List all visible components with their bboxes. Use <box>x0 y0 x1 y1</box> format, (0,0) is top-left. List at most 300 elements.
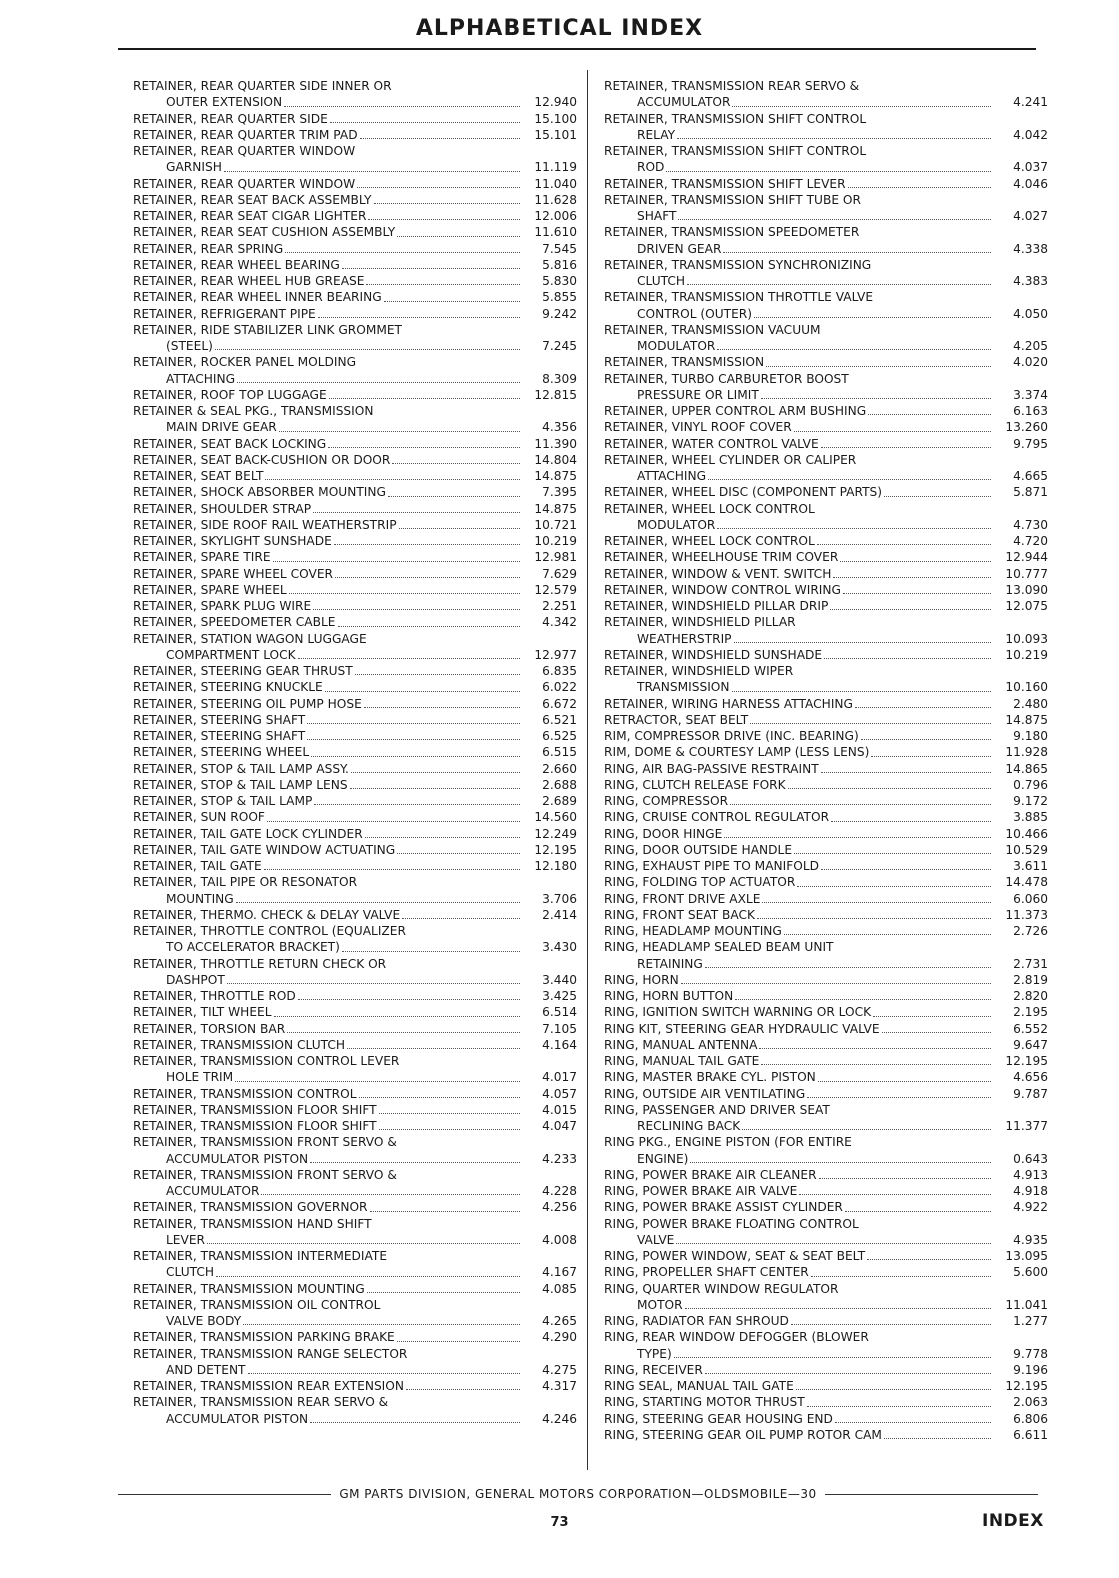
dot-leader <box>237 382 520 383</box>
index-entry-text: RING, EXHAUST PIPE TO MANIFOLD <box>604 859 820 873</box>
index-entry-line <box>133 1329 577 1345</box>
index-page-ref: 10.721 <box>534 517 577 532</box>
dot-leader <box>788 788 991 789</box>
index-entry <box>133 387 577 403</box>
index-entry-line <box>133 598 577 614</box>
index-entry <box>604 1248 1048 1264</box>
index-entry-text: RETAINER, WINDSHIELD WIPER <box>604 664 794 678</box>
index-page-ref: 12.195 <box>1005 1379 1048 1393</box>
index-entry-text: ATTACHING <box>637 469 707 483</box>
index-page-ref: 7.395 <box>542 485 577 500</box>
index-page-ref: 4.241 <box>1013 95 1048 110</box>
dot-leader <box>279 431 520 432</box>
index-entry <box>604 939 1048 972</box>
dot-leader <box>284 106 520 107</box>
dot-leader <box>831 821 991 822</box>
index-entry-text: RING, HORN BUTTON <box>604 989 734 1003</box>
index-page-ref: 4.922 <box>1013 1200 1048 1215</box>
index-entry-text: RETAINER, WINDSHIELD SUNSHADE <box>604 647 823 662</box>
dot-leader <box>730 804 991 805</box>
index-entry-text: RETRACTOR, SEAT BELT <box>604 712 749 727</box>
index-entry-line <box>133 1134 577 1150</box>
dot-leader <box>811 1276 991 1277</box>
index-entry-text: RING, MANUAL ANTENNA <box>604 1037 758 1052</box>
index-entry-text: RETAINER, TRANSMISSION GOVERNOR <box>133 1200 368 1215</box>
index-page-ref: 7.245 <box>542 339 577 353</box>
index-entry-text: RETAINER, STEERING SHAFT <box>133 712 306 727</box>
index-entry-text: RETAINER, STEERING OIL PUMP HOSE <box>133 696 362 711</box>
index-entry-line <box>604 94 1048 110</box>
dot-leader <box>227 983 520 984</box>
index-entry-line <box>133 224 577 240</box>
dot-leader <box>215 349 520 350</box>
index-page-ref: 12.815 <box>534 387 577 402</box>
dot-leader <box>734 642 991 643</box>
dot-leader <box>364 707 520 708</box>
dot-leader <box>298 658 520 659</box>
index-entry-line <box>133 1216 577 1232</box>
index-entry <box>133 1037 577 1053</box>
dot-leader <box>397 1341 520 1342</box>
index-entry-line <box>604 111 1048 127</box>
index-entry <box>133 1134 577 1167</box>
index-entry <box>133 208 577 224</box>
index-entry-text: TRANSMISSION <box>637 680 730 695</box>
index-entry-line <box>604 1329 1048 1345</box>
index-entry-line <box>133 176 577 192</box>
index-entry <box>133 289 577 305</box>
index-entry <box>604 1004 1048 1020</box>
index-entry-line <box>133 403 577 419</box>
index-entry <box>604 1021 1048 1037</box>
index-entry <box>133 566 577 582</box>
index-page-ref: 14.804 <box>534 452 577 467</box>
footer <box>118 1487 1038 1501</box>
index-entry-text: ACCUMULATOR PISTON <box>166 1151 309 1166</box>
index-entry-text: RETAINER, SEAT BACK-CUSHION OR DOOR <box>133 452 391 467</box>
index-entry-text: RETAINER, TRANSMISSION CONTROL LEVER <box>133 1054 400 1068</box>
index-entry-text: ATTACHING <box>166 371 236 386</box>
index-page-ref: 12.006 <box>534 209 577 223</box>
index-entry-line <box>133 728 577 744</box>
index-entry-text: MAIN DRIVE GEAR <box>166 420 277 435</box>
index-page-ref: 14.865 <box>1005 761 1048 776</box>
index-entry-text: RETAINER, TRANSMISSION <box>604 355 765 370</box>
index-entry-text: RETAINER, STEERING GEAR THRUST <box>133 664 353 678</box>
index-page-ref: 4.085 <box>542 1281 577 1296</box>
index-entry <box>133 874 577 907</box>
index-entry-text: RETAINER, SEAT BELT <box>133 469 264 483</box>
dot-leader <box>821 772 991 773</box>
footer-rule-right <box>825 1494 1038 1495</box>
index-entry-line <box>133 1264 577 1280</box>
index-entry-line <box>133 387 577 403</box>
index-entry-text: MOUNTING <box>166 891 234 906</box>
dot-leader <box>310 1162 520 1163</box>
index-entry-text: AND DETENT <box>166 1362 246 1377</box>
index-entry-line <box>604 1069 1048 1085</box>
dot-leader <box>861 739 991 740</box>
dot-leader <box>236 902 520 903</box>
dot-leader <box>370 1211 520 1212</box>
index-entry-text: RETAINER, TRANSMISSION FRONT SERVO & <box>133 1135 397 1150</box>
index-entry-text: ENGINE) <box>637 1151 689 1166</box>
index-page-ref: 14.875 <box>1005 712 1048 727</box>
dot-leader <box>261 1194 520 1195</box>
index-entry-text: RECLINING BACK <box>637 1119 741 1133</box>
index-page-ref: 4.338 <box>1013 241 1048 256</box>
index-entry <box>133 679 577 695</box>
index-page-ref: 4.047 <box>542 1119 577 1133</box>
index-page-ref: 4.167 <box>542 1265 577 1280</box>
index-entry-line <box>604 127 1048 143</box>
index-entry <box>604 1037 1048 1053</box>
index-page-ref: 2.660 <box>542 761 577 776</box>
index-entry <box>133 1394 577 1427</box>
index-page-ref: 6.515 <box>542 745 577 760</box>
index-entry-text: RETAINER, TRANSMISSION SHIFT TUBE OR <box>604 192 861 207</box>
index-entry-text: RING, POWER WINDOW, SEAT & SEAT BELT <box>604 1249 866 1263</box>
index-entry-line <box>133 192 577 208</box>
index-page-ref: 10.093 <box>1005 631 1048 646</box>
footer-text: GM PARTS DIVISION, GENERAL MOTORS CORPORATION—OLDSMOBILE—30 <box>339 1487 817 1501</box>
index-entry-line <box>133 972 577 988</box>
section-label: INDEX <box>982 1511 1044 1531</box>
index-entry-line <box>604 387 1048 403</box>
index-entry-text: RETAINER, STOP & TAIL LAMP <box>133 794 313 808</box>
index-entry <box>133 1102 577 1118</box>
index-entry-line <box>604 1394 1048 1410</box>
index-page-ref: 7.629 <box>542 566 577 581</box>
dot-leader <box>717 528 991 529</box>
dot-leader <box>807 1097 991 1098</box>
index-entry <box>133 1281 577 1297</box>
index-page-ref: 11.041 <box>1005 1297 1048 1312</box>
index-entry-text: RETAINER, ROOF TOP LUGGAGE <box>133 387 327 402</box>
dot-leader <box>342 268 520 269</box>
dot-leader <box>855 707 991 708</box>
index-entry <box>133 257 577 273</box>
index-entry-line <box>604 679 1048 695</box>
index-page-ref: 10.777 <box>1005 566 1048 581</box>
dot-leader <box>359 1097 520 1098</box>
index-entry-line <box>133 1362 577 1378</box>
index-entry <box>604 972 1048 988</box>
index-entry-text: RETAINER, TRANSMISSION OIL CONTROL <box>133 1297 381 1312</box>
index-entry-text: RING, RECEIVER <box>604 1362 703 1377</box>
index-page-ref: 9.180 <box>1013 729 1048 743</box>
index-entry-text: RETAINER, TRANSMISSION THROTTLE VALVE <box>604 290 874 305</box>
dot-leader <box>884 1438 991 1439</box>
index-entry-line <box>604 858 1048 874</box>
index-entry-line <box>133 826 577 842</box>
index-entry-text: RETAINER, SUN ROOF <box>133 810 265 825</box>
index-entry-line <box>604 1167 1048 1183</box>
index-page-ref: 9.647 <box>1013 1037 1048 1052</box>
index-entry <box>133 1086 577 1102</box>
index-entry-line <box>133 1037 577 1053</box>
index-entry-line <box>133 1151 577 1167</box>
index-page-ref: 6.835 <box>542 664 577 678</box>
index-entry <box>133 1378 577 1394</box>
index-entry-line <box>604 257 1048 273</box>
index-page-ref: 9.242 <box>542 306 577 321</box>
index-entry-line <box>133 338 577 354</box>
index-entry <box>604 582 1048 598</box>
index-page-ref: 13.095 <box>1005 1249 1048 1263</box>
index-entry-text: RETAINER, SPARE WHEEL <box>133 582 287 597</box>
index-entry-line <box>604 598 1048 614</box>
index-entry-text: RETAINING <box>637 956 703 971</box>
index-entry-line <box>133 1004 577 1020</box>
index-entry <box>133 192 577 208</box>
footer-rule-left <box>118 1494 331 1495</box>
index-page-ref: 6.525 <box>542 729 577 743</box>
dot-leader <box>735 999 991 1000</box>
index-entry <box>133 858 577 874</box>
index-entry-line <box>604 1411 1048 1427</box>
index-entry-text: RETAINER, REAR SEAT CIGAR LIGHTER <box>133 209 367 223</box>
index-entry-text: RETAINER, WINDOW CONTROL WIRING <box>604 582 841 597</box>
index-page-ref: 3.885 <box>1013 810 1048 825</box>
index-entry-text: RETAINER, REAR QUARTER SIDE INNER OR <box>133 79 392 93</box>
index-entry <box>133 322 577 355</box>
dot-leader <box>666 171 991 172</box>
index-entry-text: RETAINER, WINDSHIELD PILLAR <box>604 615 796 630</box>
index-entry-line <box>604 972 1048 988</box>
index-entry <box>604 419 1048 435</box>
index-entry <box>604 1199 1048 1215</box>
dot-leader <box>732 106 991 107</box>
dot-leader <box>884 496 991 497</box>
index-entry-text: RING, HEADLAMP MOUNTING <box>604 924 782 938</box>
index-entry <box>604 549 1048 565</box>
index-entry <box>604 403 1048 419</box>
dot-leader <box>285 252 520 253</box>
index-page-ref: 11.628 <box>534 192 577 207</box>
dot-leader <box>307 739 520 740</box>
dot-leader <box>374 203 521 204</box>
index-entry <box>604 322 1048 355</box>
index-page-ref: 14.560 <box>534 810 577 825</box>
index-page-ref: 9.778 <box>1013 1346 1048 1361</box>
index-entry-text: RETAINER, SEAT BACK LOCKING <box>133 436 327 451</box>
index-entry-line <box>133 371 577 387</box>
index-entry-text: RING, MASTER BRAKE CYL. PISTON <box>604 1070 816 1085</box>
index-page-ref: 6.611 <box>1013 1427 1048 1442</box>
index-page-ref: 6.672 <box>542 696 577 711</box>
index-entry <box>604 1329 1048 1362</box>
index-entry <box>604 744 1048 760</box>
index-page-ref: 2.688 <box>542 777 577 792</box>
index-page-ref: 9.795 <box>1013 436 1048 451</box>
index-page-ref: 11.377 <box>1005 1119 1048 1133</box>
index-entry <box>604 566 1048 582</box>
index-entry-text: RETAINER, ROCKER PANEL MOLDING <box>133 355 357 370</box>
index-page-ref: 4.228 <box>542 1184 577 1198</box>
index-entry-text: TO ACCELERATOR BRACKET) <box>166 940 340 955</box>
index-entry-text: CLUTCH <box>637 274 686 288</box>
index-entry-line <box>604 1281 1048 1297</box>
index-entry <box>604 1362 1048 1378</box>
index-entry-line <box>133 696 577 712</box>
index-entry-line <box>604 484 1048 500</box>
dot-leader <box>350 788 520 789</box>
index-entry-text: RETAINER, REAR WHEEL BEARING <box>133 257 340 272</box>
index-entry-line <box>133 452 577 468</box>
dot-leader <box>329 398 520 399</box>
index-page-ref: 3.430 <box>542 940 577 955</box>
index-entry-text: TYPE) <box>637 1346 672 1361</box>
index-entry <box>133 728 577 744</box>
index-entry-line <box>604 468 1048 484</box>
dot-leader <box>705 967 991 968</box>
index-entry-line <box>133 761 577 777</box>
index-page-ref: 12.579 <box>534 582 577 597</box>
index-entry-text: RETAINER, THERMO. CHECK & DELAY VALVE <box>133 907 401 922</box>
index-entry-line <box>604 1427 1048 1443</box>
index-entry <box>133 436 577 452</box>
index-entry-line <box>133 1346 577 1362</box>
index-entry <box>604 1394 1048 1410</box>
dot-leader <box>287 1032 520 1033</box>
index-entry-line <box>604 1248 1048 1264</box>
index-entry-line <box>133 1118 577 1134</box>
index-entry <box>604 728 1048 744</box>
index-entry-text: RETAINER, SKYLIGHT SUNSHADE <box>133 534 332 548</box>
index-entry-line <box>604 273 1048 289</box>
index-page-ref: 4.275 <box>542 1362 577 1377</box>
dot-leader <box>366 284 520 285</box>
index-entry-line <box>604 192 1048 208</box>
index-page-ref: 4.265 <box>542 1314 577 1328</box>
index-entry-text: RING, STEERING GEAR HOUSING END <box>604 1411 833 1426</box>
index-entry-line <box>604 289 1048 305</box>
index-page-ref: 4.015 <box>542 1102 577 1117</box>
index-page-ref: 2.251 <box>542 599 577 613</box>
index-entry <box>133 1297 577 1330</box>
index-page-ref: 11.119 <box>534 160 577 175</box>
index-page-ref: 12.195 <box>1005 1054 1048 1068</box>
dot-leader <box>824 658 991 659</box>
index-page-ref: 4.233 <box>542 1151 577 1166</box>
index-entry-line <box>133 1297 577 1313</box>
index-entry-text: RETAINER, WHEELHOUSE TRIM COVER <box>604 550 839 565</box>
index-entry-line <box>133 419 577 435</box>
index-page-ref: 4.720 <box>1013 534 1048 548</box>
index-entry-line <box>604 241 1048 257</box>
dot-leader <box>274 1016 520 1017</box>
index-entry-text: RING, POWER BRAKE FLOATING CONTROL <box>604 1216 859 1231</box>
index-page-ref: 3.440 <box>542 972 577 987</box>
index-entry-line <box>604 566 1048 582</box>
index-page-ref: 4.656 <box>1013 1070 1048 1085</box>
index-entry-line <box>604 1232 1048 1248</box>
index-entry <box>604 1281 1048 1314</box>
index-entry-text: GARNISH <box>166 160 222 175</box>
dot-leader <box>338 626 521 627</box>
dot-leader <box>313 512 520 513</box>
index-entry-text: MODULATOR <box>637 339 716 353</box>
dot-leader <box>402 918 520 919</box>
dot-leader <box>759 1048 991 1049</box>
index-entry <box>133 1199 577 1215</box>
index-entry-text: PRESSURE OR LIMIT <box>637 387 759 402</box>
dot-leader <box>243 1324 520 1325</box>
index-entry-line <box>133 306 577 322</box>
dot-leader <box>840 561 991 562</box>
index-entry-text: RETAINER, THROTTLE CONTROL (EQUALIZER <box>133 924 406 938</box>
index-entry-text: RETAINER, TAIL GATE WINDOW ACTUATING <box>133 842 396 857</box>
index-entry-text: RETAINER, REAR QUARTER TRIM PAD <box>133 127 358 142</box>
index-entry-line <box>133 354 577 370</box>
index-entry-text: RETAINER, TAIL GATE <box>133 859 262 873</box>
index-entry-line <box>604 306 1048 322</box>
index-entry-text: RETAINER, TRANSMISSION SPEEDOMETER <box>604 225 860 240</box>
index-page-ref: 4.037 <box>1013 160 1048 175</box>
index-entry <box>133 273 577 289</box>
dot-leader <box>882 1032 991 1033</box>
index-page-ref: 3.425 <box>542 989 577 1003</box>
dot-leader <box>762 902 991 903</box>
index-page-ref: 12.977 <box>534 647 577 662</box>
dot-leader <box>207 1243 520 1244</box>
dot-leader <box>216 1276 520 1277</box>
dot-leader <box>867 1259 991 1260</box>
index-entry <box>133 452 577 468</box>
index-entry-line <box>133 484 577 500</box>
index-entry-text: RETAINER, VINYL ROOF COVER <box>604 420 792 435</box>
index-entry <box>133 533 577 549</box>
index-entry-line <box>133 956 577 972</box>
index-entry <box>604 257 1048 290</box>
index-entry-line <box>133 501 577 517</box>
index-entry-text: RETAINER, STEERING WHEEL <box>133 745 310 760</box>
dot-leader <box>273 561 520 562</box>
index-entry-text: RING, FRONT DRIVE AXLE <box>604 891 761 906</box>
index-entry-text: MOTOR <box>637 1297 683 1312</box>
index-entry-text: RING, STEERING GEAR OIL PUMP ROTOR CAM <box>604 1427 882 1442</box>
index-entry-line <box>133 1281 577 1297</box>
index-page-ref: 2.480 <box>1013 696 1048 711</box>
index-entry <box>604 842 1048 858</box>
index-entry-line <box>133 712 577 728</box>
index-entry <box>604 777 1048 793</box>
index-entry-line <box>604 1151 1048 1167</box>
index-entry <box>133 761 577 777</box>
index-entry-line <box>133 1394 577 1410</box>
index-entry <box>604 1053 1048 1069</box>
index-page-ref: 13.090 <box>1005 582 1048 597</box>
index-entry <box>133 1216 577 1249</box>
index-entry-line <box>133 1086 577 1102</box>
index-entry <box>133 663 577 679</box>
index-entry <box>604 1378 1048 1394</box>
dot-leader <box>318 317 520 318</box>
index-entry-text: ACCUMULATOR <box>637 95 731 110</box>
index-entry-line <box>133 1183 577 1199</box>
index-entry-text: RETAINER, TILT WHEEL <box>133 1005 272 1020</box>
dot-leader <box>334 544 520 545</box>
index-entry-line <box>604 891 1048 907</box>
index-entry-text: RETAINER, TRANSMISSION SHIFT CONTROL <box>604 144 867 158</box>
index-page-ref: 7.545 <box>542 241 577 256</box>
index-entry-line <box>133 289 577 305</box>
index-entry-text: VALVE BODY <box>166 1314 242 1328</box>
index-entry-text: WEATHERSTRIP <box>637 631 732 646</box>
index-page-ref: 12.075 <box>1005 599 1048 613</box>
index-page-ref: 11.610 <box>534 225 577 240</box>
